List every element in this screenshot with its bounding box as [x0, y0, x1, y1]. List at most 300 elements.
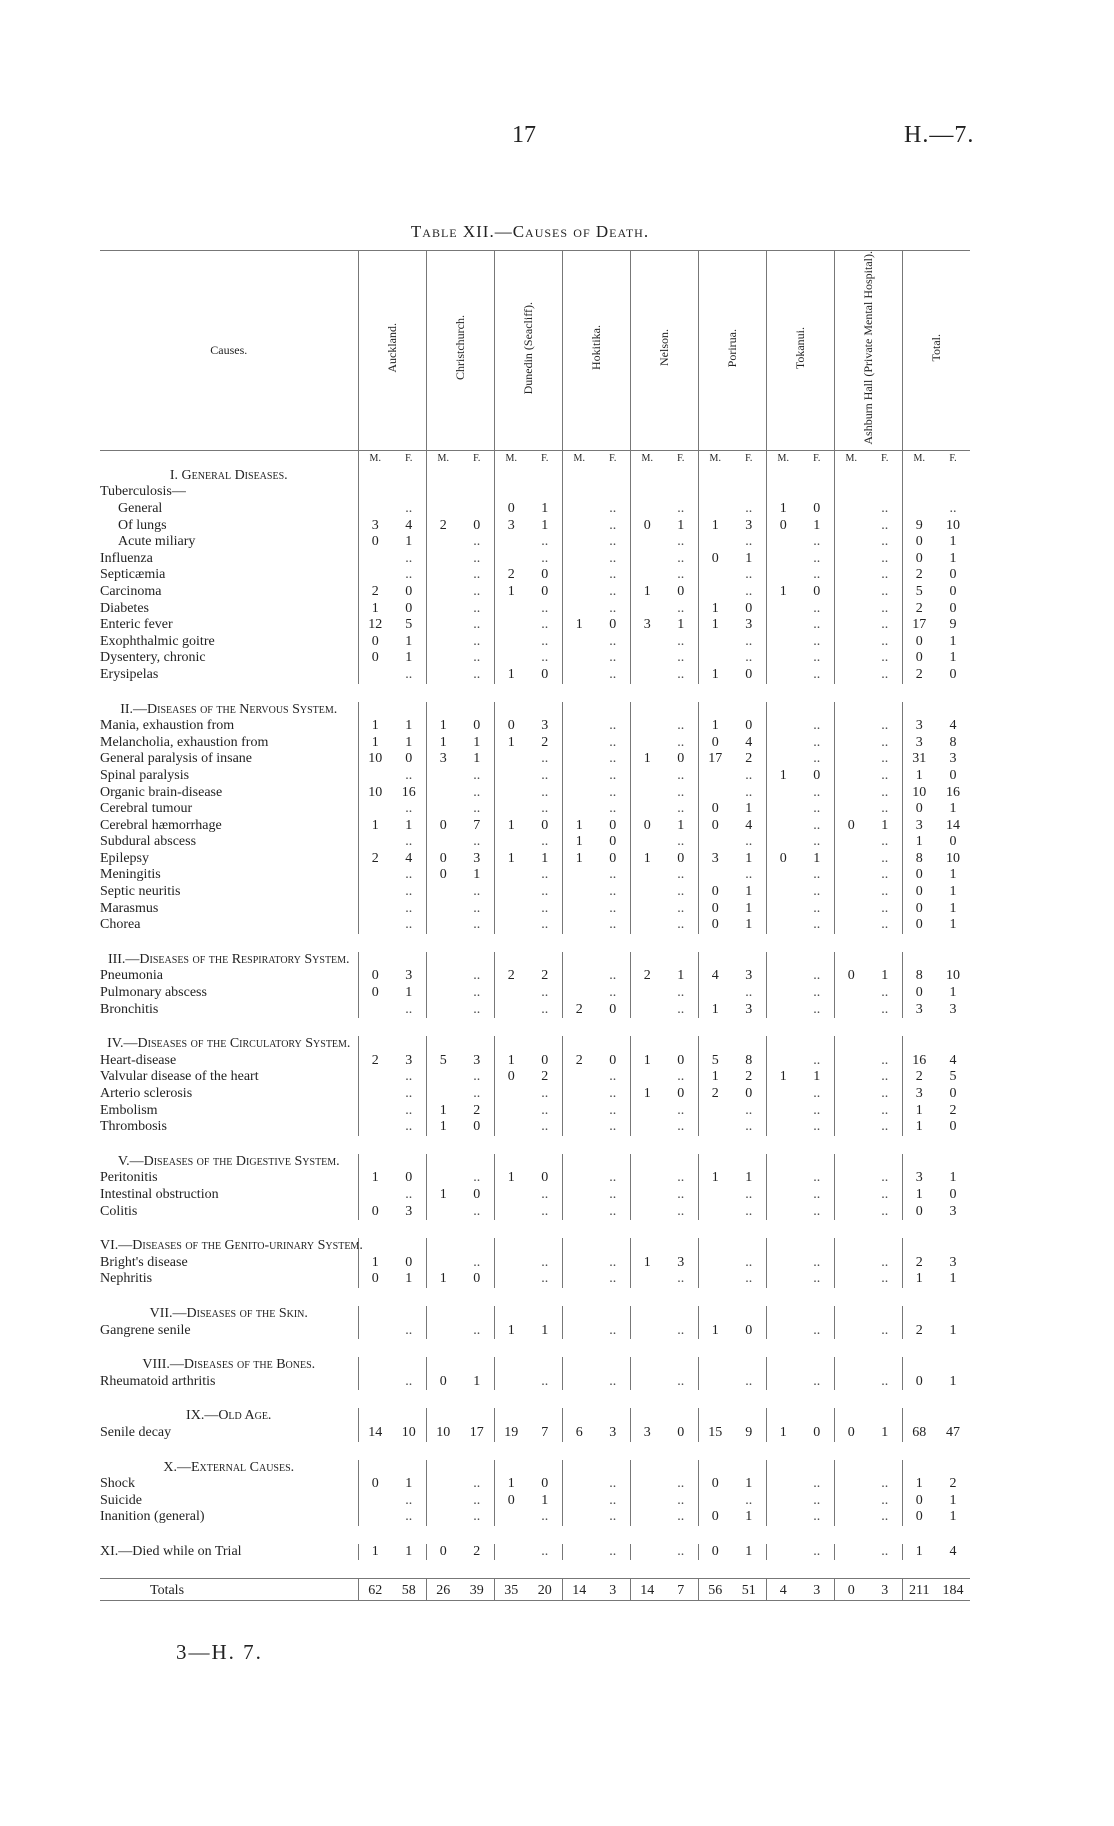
male-count: 1 [358, 735, 392, 752]
male-count [494, 1374, 528, 1391]
female-count: .. [881, 617, 889, 633]
section-row [100, 1357, 970, 1374]
section-heading: III.—Diseases of the Respiratory System. [107, 951, 350, 967]
male-count: 19 [494, 1425, 528, 1442]
female-count: .. [541, 784, 549, 800]
male-count [766, 1119, 800, 1136]
cause-label: Exophthalmic goitre [100, 633, 215, 649]
male-count: 10 [902, 785, 936, 802]
table-row [100, 617, 970, 634]
male-count [426, 1323, 460, 1340]
male-count [630, 1544, 664, 1561]
female-count: .. [609, 1476, 617, 1492]
female-count: .. [813, 867, 821, 883]
female-count: 1 [541, 850, 549, 866]
male-subheader: M. [426, 451, 460, 468]
female-count: .. [881, 517, 889, 533]
cause-label: Tuberculosis— [100, 484, 186, 500]
male-count: 1 [426, 1187, 460, 1204]
male-count [562, 1476, 596, 1493]
female-count: .. [609, 767, 617, 783]
cause-label: Suicide [100, 1492, 142, 1508]
male-count: 1 [494, 851, 528, 868]
female-count: 5 [405, 617, 413, 633]
female-count: 0 [677, 1086, 685, 1102]
male-count [426, 634, 460, 651]
female-count: 0 [541, 1476, 549, 1492]
male-count [358, 1002, 392, 1019]
male-count [426, 785, 460, 802]
female-count: .. [677, 1271, 685, 1287]
cause-label: XI.—Died while on Trial [100, 1543, 242, 1559]
male-count [834, 1509, 868, 1526]
female-count [800, 1238, 834, 1255]
female-count: 1 [541, 1492, 549, 1508]
female-count [936, 1036, 970, 1053]
male-count [834, 1460, 868, 1477]
cause-label: Pulmonary abscess [100, 985, 207, 1001]
male-count: 0 [902, 1493, 936, 1510]
male-count [630, 801, 664, 818]
male-count [834, 702, 868, 719]
female-count: .. [473, 1492, 481, 1508]
female-count: .. [677, 1203, 685, 1219]
male-count: 1 [630, 584, 664, 601]
male-count [834, 584, 868, 601]
female-count: 0 [745, 1086, 753, 1102]
male-count: 1 [426, 735, 460, 752]
male-count [834, 1255, 868, 1272]
male-count [834, 1154, 868, 1171]
male-count [630, 1119, 664, 1136]
female-count: 0 [609, 817, 617, 833]
female-count: 0 [949, 834, 957, 850]
female-count [392, 1408, 426, 1425]
female-count [596, 1357, 630, 1374]
male-count [562, 768, 596, 785]
table-row [100, 584, 970, 601]
table-row [100, 1187, 970, 1204]
cause-label: Enteric fever [100, 617, 173, 633]
female-count: .. [473, 550, 481, 566]
female-count: .. [881, 1203, 889, 1219]
male-count [426, 534, 460, 551]
male-count [494, 702, 528, 719]
male-count: 0 [902, 551, 936, 568]
female-count: .. [881, 834, 889, 850]
female-count: .. [609, 1543, 617, 1559]
female-count: .. [745, 583, 753, 599]
male-count: 2 [698, 1086, 732, 1103]
male-count: 2 [426, 518, 460, 535]
female-count: 1 [745, 917, 753, 933]
female-count: 9 [745, 1424, 753, 1440]
female-count: .. [609, 1203, 617, 1219]
female-count: 1 [405, 734, 413, 750]
female-count: 3 [949, 1254, 957, 1270]
female-count: .. [609, 1509, 617, 1525]
female-count [936, 1357, 970, 1374]
male-count: 2 [902, 601, 936, 618]
female-count [460, 468, 494, 485]
female-count: .. [541, 1186, 549, 1202]
female-count [460, 1306, 494, 1323]
female-count [936, 702, 970, 719]
female-count: .. [405, 900, 413, 916]
male-count [426, 551, 460, 568]
male-count: 1 [494, 1053, 528, 1070]
female-count: .. [609, 801, 617, 817]
male-count [562, 801, 596, 818]
male-count [562, 952, 596, 969]
female-count: 0 [949, 600, 957, 616]
female-count: 1 [677, 817, 685, 833]
female-count [596, 1408, 630, 1425]
male-count [562, 567, 596, 584]
female-count [732, 702, 766, 719]
male-count [426, 468, 460, 485]
female-count: 2 [541, 1069, 549, 1085]
male-count [698, 1374, 732, 1391]
section-row [100, 1460, 970, 1477]
spacer-cell [100, 1442, 970, 1460]
female-count: .. [745, 1119, 753, 1135]
female-count [732, 1460, 766, 1477]
female-count: .. [609, 867, 617, 883]
female-count: .. [881, 666, 889, 682]
section-heading: VII.—Diseases of the Skin. [149, 1305, 308, 1321]
spacer-cell [100, 1339, 970, 1357]
male-count [630, 834, 664, 851]
male-count [562, 584, 596, 601]
male-count [494, 1255, 528, 1272]
male-count: 1 [630, 1086, 664, 1103]
female-count: 0 [405, 1254, 413, 1270]
spacer-cell [100, 1288, 970, 1306]
female-count: .. [609, 1102, 617, 1118]
female-count: 1 [881, 817, 889, 833]
male-subheader: M. [834, 451, 868, 468]
female-count: 0 [541, 1052, 549, 1068]
female-count [528, 1306, 562, 1323]
spacer-row [100, 1442, 970, 1460]
male-count [766, 1493, 800, 1510]
female-count [664, 1036, 698, 1053]
table-row [100, 1271, 970, 1288]
male-count [766, 650, 800, 667]
section-heading: IV.—Diseases of the Circulatory System. [107, 1036, 351, 1052]
male-count: 0 [358, 968, 392, 985]
male-count [834, 985, 868, 1002]
female-count: .. [881, 850, 889, 866]
male-count [358, 1238, 392, 1255]
male-count [766, 1103, 800, 1120]
male-count: 0 [494, 1069, 528, 1086]
male-count [698, 1255, 732, 1272]
male-count [426, 601, 460, 618]
male-count [766, 1086, 800, 1103]
male-count [834, 1323, 868, 1340]
female-count: .. [473, 900, 481, 916]
section-row [100, 468, 970, 485]
male-count: 2 [902, 1069, 936, 1086]
male-count [834, 667, 868, 684]
table-row [100, 484, 970, 501]
female-count: .. [881, 633, 889, 649]
female-count: .. [677, 784, 685, 800]
male-count [562, 650, 596, 667]
male-count [562, 1544, 596, 1561]
column-header [426, 251, 494, 451]
male-count [766, 1170, 800, 1187]
male-count: 3 [902, 1170, 936, 1187]
male-count [562, 501, 596, 518]
female-count: .. [813, 1186, 821, 1202]
female-count [392, 1357, 426, 1374]
male-count [698, 584, 732, 601]
table-header-row [100, 251, 970, 451]
cause-label: Inanition (general) [100, 1509, 205, 1525]
male-count [494, 1544, 528, 1561]
cause-label: Organic brain-disease [100, 784, 223, 800]
female-count: 9 [949, 617, 957, 633]
column-header-label: Total. [928, 334, 943, 362]
cause-label: Subdural abscess [100, 834, 197, 850]
male-count [766, 917, 800, 934]
table-row [100, 1170, 970, 1187]
female-count: .. [881, 1322, 889, 1338]
female-count [732, 1306, 766, 1323]
male-count [494, 1306, 528, 1323]
female-count: 3 [949, 1001, 957, 1017]
female-count [664, 1357, 698, 1374]
section-heading: VIII.—Diseases of the Bones. [142, 1357, 316, 1373]
cause-label: Peritonitis [100, 1170, 158, 1186]
female-count [528, 702, 562, 719]
female-count [528, 952, 562, 969]
male-count: 6 [562, 1425, 596, 1442]
male-count [698, 534, 732, 551]
female-count [528, 1460, 562, 1477]
female-count: .. [541, 985, 549, 1001]
page-number: 17 [512, 122, 536, 148]
male-count [902, 1036, 936, 1053]
female-count: .. [541, 767, 549, 783]
cause-label: Shock [100, 1476, 135, 1492]
male-count [766, 901, 800, 918]
male-count [698, 1408, 732, 1425]
female-count: 7 [541, 1424, 549, 1440]
male-count [494, 768, 528, 785]
male-count [766, 1204, 800, 1221]
female-count: 0 [745, 718, 753, 734]
male-count [562, 1357, 596, 1374]
female-count: .. [813, 801, 821, 817]
female-count: 3 [541, 718, 549, 734]
male-count: 0 [358, 1476, 392, 1493]
male-count [494, 1271, 528, 1288]
male-count [766, 834, 800, 851]
male-count: 0 [766, 851, 800, 868]
male-count [834, 884, 868, 901]
female-count: .. [473, 1509, 481, 1525]
male-count: 1 [494, 735, 528, 752]
column-header-label: Porirua. [724, 328, 739, 367]
male-count: 1 [902, 768, 936, 785]
male-count: 0 [698, 917, 732, 934]
table-row [100, 968, 970, 985]
male-count [834, 952, 868, 969]
male-count [630, 1170, 664, 1187]
female-count: 3 [405, 968, 413, 984]
table-row [100, 768, 970, 785]
male-count [834, 1119, 868, 1136]
female-count: 3 [405, 1203, 413, 1219]
table-row [100, 601, 970, 618]
female-count: .. [745, 501, 753, 517]
column-header [630, 251, 698, 451]
male-count: 3 [902, 735, 936, 752]
female-count: 1 [677, 517, 685, 533]
female-count [392, 1036, 426, 1053]
male-count: 1 [426, 1103, 460, 1120]
male-count: 1 [698, 1323, 732, 1340]
male-count [426, 1154, 460, 1171]
male-count [358, 952, 392, 969]
female-count: 1 [405, 718, 413, 734]
male-count: 1 [358, 818, 392, 835]
female-count [868, 1460, 902, 1477]
male-count [562, 1509, 596, 1526]
female-count: 0 [541, 567, 549, 583]
male-count: 3 [902, 1086, 936, 1103]
spacer-row [100, 1560, 970, 1579]
female-count: .. [541, 633, 549, 649]
female-count: 0 [677, 1052, 685, 1068]
male-count [562, 1460, 596, 1477]
male-count [834, 1238, 868, 1255]
male-subheader: M. [358, 451, 392, 468]
female-count [460, 1357, 494, 1374]
male-count [358, 768, 392, 785]
male-count: 26 [426, 1579, 460, 1601]
female-count: 1 [949, 1170, 957, 1186]
female-count: .. [473, 1069, 481, 1085]
female-count: .. [677, 534, 685, 550]
male-count: 0 [358, 985, 392, 1002]
male-count [426, 617, 460, 634]
male-count: 1 [698, 601, 732, 618]
female-count: 1 [813, 850, 821, 866]
male-count: 1 [766, 584, 800, 601]
female-count: .. [473, 1203, 481, 1219]
section-heading: VI.—Diseases of the Genito-urinary System. [100, 1238, 363, 1254]
male-count: 0 [834, 818, 868, 835]
female-count: .. [881, 1492, 889, 1508]
male-count [426, 768, 460, 785]
male-count [766, 751, 800, 768]
female-count: .. [609, 567, 617, 583]
female-count: 1 [949, 534, 957, 550]
female-count: .. [541, 1086, 549, 1102]
male-count [562, 1187, 596, 1204]
female-count: 1 [813, 1069, 821, 1085]
female-count: .. [405, 884, 413, 900]
male-count: 3 [902, 718, 936, 735]
table-row [100, 785, 970, 802]
female-count: .. [677, 501, 685, 517]
female-count: .. [405, 1322, 413, 1338]
female-count: .. [813, 600, 821, 616]
male-count: 8 [902, 968, 936, 985]
male-count [698, 1204, 732, 1221]
table-row [100, 1053, 970, 1070]
male-count [358, 1119, 392, 1136]
female-count: .. [813, 666, 821, 682]
spacer-row [100, 934, 970, 952]
male-count: 0 [698, 1544, 732, 1561]
male-count [766, 718, 800, 735]
male-count [494, 601, 528, 618]
male-count: 1 [494, 584, 528, 601]
female-count: .. [405, 917, 413, 933]
female-count: 0 [745, 1322, 753, 1338]
male-count: 2 [630, 968, 664, 985]
female-count: 0 [609, 1052, 617, 1068]
male-count: 1 [630, 1255, 664, 1272]
female-count [460, 1238, 494, 1255]
female-count: 1 [405, 534, 413, 550]
male-count: 1 [426, 718, 460, 735]
male-count [562, 484, 596, 501]
male-count: 1 [494, 818, 528, 835]
male-count [698, 1493, 732, 1510]
cause-label: Colitis [100, 1203, 138, 1219]
table-row [100, 735, 970, 752]
female-count: 0 [609, 834, 617, 850]
male-count [834, 917, 868, 934]
female-count: .. [609, 1271, 617, 1287]
female-count: .. [609, 650, 617, 666]
female-count: .. [813, 1119, 821, 1135]
female-count: 4 [405, 850, 413, 866]
table-row [100, 634, 970, 651]
female-count [664, 1154, 698, 1171]
female-count: .. [609, 1373, 617, 1389]
female-count: 0 [813, 583, 821, 599]
table-row [100, 667, 970, 684]
female-count: .. [473, 650, 481, 666]
male-count [766, 1187, 800, 1204]
male-count [494, 884, 528, 901]
female-count: 0 [405, 1170, 413, 1186]
spacer-row [100, 1526, 970, 1544]
female-count [460, 1408, 494, 1425]
male-count [834, 1357, 868, 1374]
table-row [100, 1509, 970, 1526]
male-count [358, 667, 392, 684]
male-count [766, 735, 800, 752]
male-count [494, 952, 528, 969]
male-count: 0 [902, 801, 936, 818]
column-header-label: Ashburn Hall (Private Mental Hospital). [860, 251, 875, 445]
male-count [698, 985, 732, 1002]
male-count [562, 735, 596, 752]
male-count: 31 [902, 751, 936, 768]
male-count: 2 [358, 851, 392, 868]
male-count: 211 [902, 1579, 936, 1601]
female-count [868, 1408, 902, 1425]
